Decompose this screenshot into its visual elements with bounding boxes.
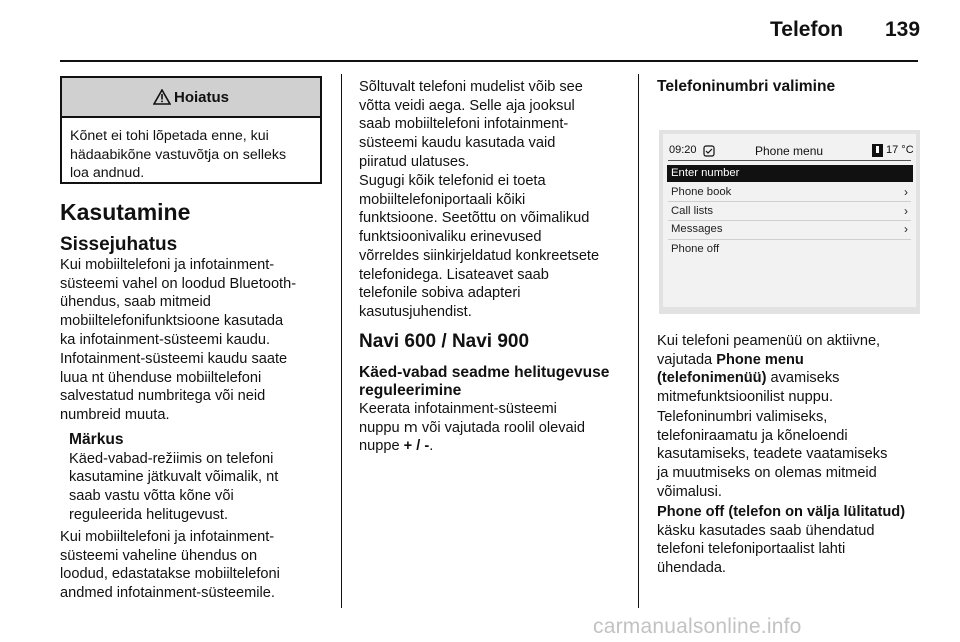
warning-header: [62, 78, 320, 118]
display-temperature: 17 °C: [886, 144, 914, 156]
col1-paragraph-2: Infotainment-süsteemi kaudu saate luua nt ühenduse mobiiltelefoni salvestatud numbritega või neid numbreid muuta.: [60, 351, 288, 424]
col2-paragraph-2: Sugugi kõik telefonid ei toeta mobiiltelefoniportaali kõiki funktsioone. Seetõttu on võimalikud funktsioonivaliku erinevused võrreldes siinkirjeldatud konkreetsete telefonidega. Lisateavet saab telefonile sobiva adapteri kasutusjuhendist.: [359, 173, 600, 320]
note-block: Märkus Käed-vabad-režiimis on telefoni kasutamine jätkuvalt võimalik, nt saab vastu võtta kõne või reguleerida helitugevust.: [69, 431, 279, 523]
display-header-rule: [668, 160, 911, 161]
watermark-text: carmanualsonline.info: [593, 615, 802, 638]
col1-paragraph-1: Kui mobiiltelefoni ja infotainment- süsteemi vahel on loodud Bluetooth- ühendus, saab mitmeid mobiiltelefonifunktsioone kasutada ka infotainment-süsteemi kaudu.: [60, 257, 297, 348]
warning-title: Hoiatus: [173, 88, 229, 106]
page-header-title: Telefon: [770, 18, 844, 41]
chevron-right-icon: ›: [904, 222, 908, 236]
column-divider-1: [341, 74, 342, 608]
column-divider-2: [638, 74, 639, 608]
col1-paragraph-3: Kui mobiiltelefoni ja infotainment- süsteemi vaheline ühendus on loodud, edastatakse mobiiltelefoni andmed infotainment-süsteemile.: [60, 529, 280, 602]
warning-triangle-icon: [153, 89, 171, 105]
section-heading-navi: Navi 600 / Navi 900: [359, 331, 530, 352]
header-divider: [60, 60, 918, 62]
display-title: Phone menu: [755, 144, 824, 158]
thermometer-icon: [872, 144, 883, 157]
warning-box: [60, 76, 322, 184]
volume-knob-icon: m: [403, 418, 418, 436]
menu-divider: [668, 239, 911, 240]
page-number: 139: [885, 18, 921, 41]
menu-item-call-lists[interactable]: Call lists: [671, 205, 714, 217]
section-heading-kasutamine: Kasutamine: [60, 199, 191, 225]
col3-paragraph-1: Kui telefoni peamenüü on aktiivne, vajutada Phone menu (telefonimenüü) avamiseks mitmefunktsioonilist nuppu.: [657, 333, 881, 406]
menu-divider: [668, 220, 911, 221]
section-heading-telefoninumbri: Telefoninumbri valimine: [657, 78, 836, 95]
menu-item-messages[interactable]: Messages: [671, 223, 723, 235]
subheading-sissejuhatus: Sissejuhatus: [60, 234, 178, 255]
menu-item-phone-off[interactable]: Phone off: [671, 243, 720, 255]
phone-status-icon: [703, 145, 715, 157]
chevron-right-icon: ›: [904, 204, 908, 218]
col2-paragraph-3: Keerata infotainment-süsteemi nuppu m või vajutada roolil olevaid nuppe + / -.: [359, 401, 585, 455]
menu-item-enter-number[interactable]: Enter number: [671, 167, 740, 179]
phone-menu-screenshot: [659, 130, 920, 314]
chevron-right-icon: ›: [904, 185, 908, 199]
col2-paragraph-1: Sõltuvalt telefoni mudelist võib see võtta veidi aega. Selle aja jooksul saab mobiiltelefoni infotainment- süsteemi kaudu kasutada vaid piiratud ulatuses.: [359, 79, 583, 170]
subheading-helitugevus: Käed-vabad seadme helitugevuse reguleerimine: [359, 364, 610, 399]
display-time: 09:20: [669, 144, 697, 156]
warning-text: Kõnet ei tohi lõpetada enne, kui hädaabikõne vastuvõtja on selleks loa andnud.: [70, 128, 287, 182]
menu-divider: [668, 201, 911, 202]
col3-paragraph-3: Phone off (telefon on välja lülitatud) käsku kasutades saab ühendatud telefoni telefoniportaalist lahti ühendada.: [657, 504, 906, 577]
note-title: Märkus: [69, 431, 124, 448]
menu-item-phone-book[interactable]: Phone book: [671, 186, 732, 198]
col3-paragraph-2: Telefoninumbri valimiseks, telefoniraamatu ja kõneloendi kasutamiseks, teadete vaatamiseks ja muutmiseks on olemas mitmeid võimalusi.: [657, 409, 888, 500]
display-panel: [663, 134, 916, 307]
